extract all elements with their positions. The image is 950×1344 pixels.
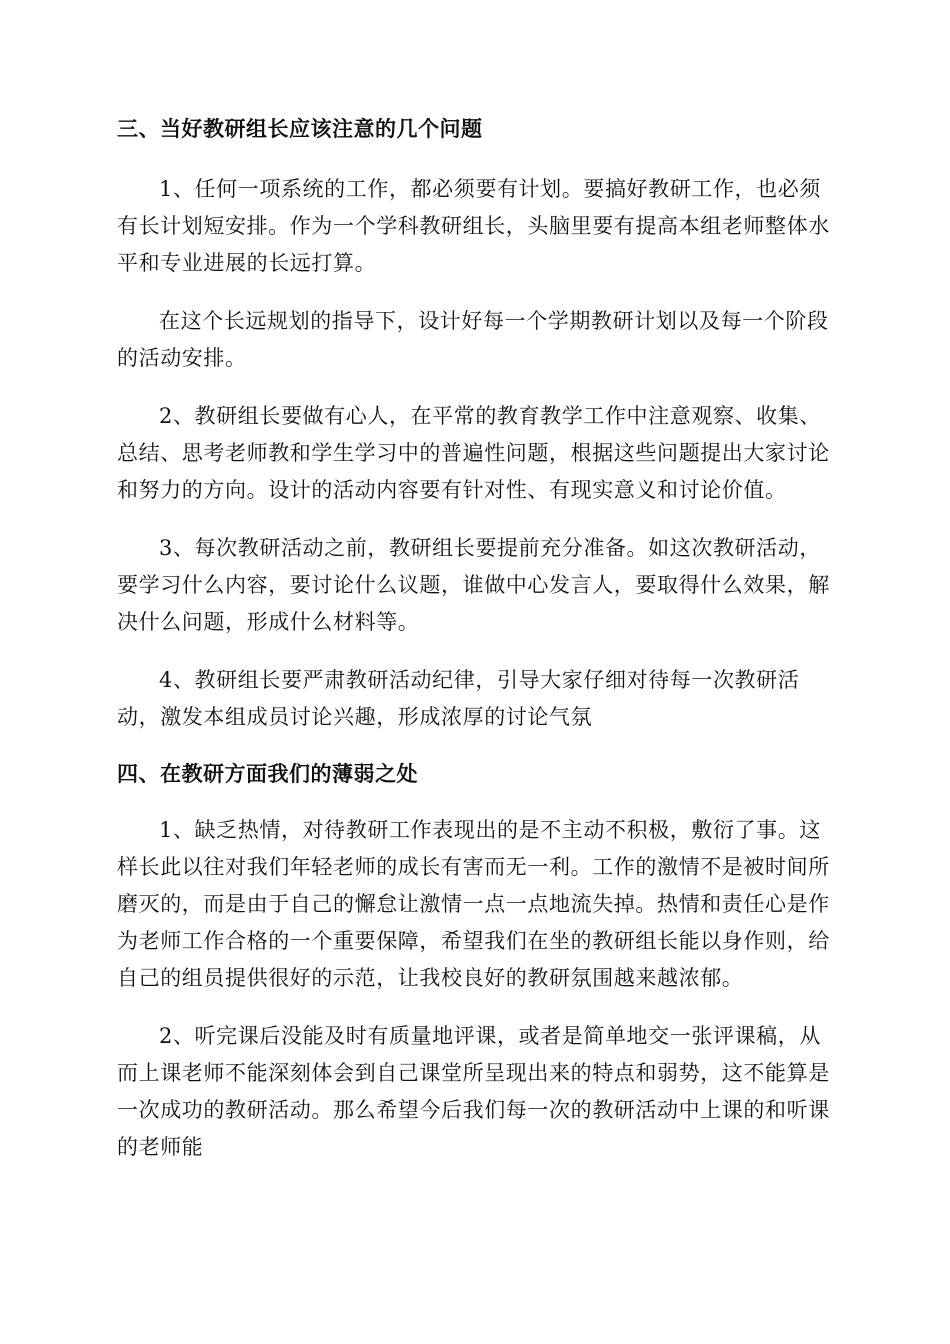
document-body bbox=[117, 110, 835, 1166]
section-four-heading: 四、在教研方面我们的薄弱之处 bbox=[117, 761, 418, 786]
paragraph-planning: 1、任何一项系统的工作，都必须要有计划。要搞好教研工作，也必须有长计划短安排。作为一个学科教研组长，头脑里要有提高本组老师整体水平和专业进展的长远打算。 bbox=[117, 177, 830, 275]
paragraph-long-term-guidance: 在这个长远规划的指导下，设计好每一个学期教研计划以及每一个阶段的活动安排。 bbox=[117, 309, 829, 370]
paragraph-lesson-evaluation: 2、听完课后没能及时有质量地评课，或者是简单地交一张评课稿，从而上课老师不能深刻体会到自己课堂所呈现出来的特点和弱势，这不能算是一次成功的教研活动。那么希望今后我们每一次的教研活动中上课的和听课的老师能 bbox=[117, 1024, 830, 1159]
paragraph-attentive-leader: 2、教研组长要做有心人，在平常的教育教学工作中注意观察、收集、总结、思考老师教和学生学习中的普遍性问题，根据这些问题提出大家讨论和努力的方向。设计的活动内容要有针对性、有现实意义和讨论价值。 bbox=[117, 404, 830, 502]
section-three-heading: 三、当好教研组长应该注意的几个问题 bbox=[117, 116, 483, 141]
paragraph-preparation: 3、每次教研活动之前，教研组长要提前充分准备。如这次教研活动，要学习什么内容，要讨论什么议题，谁做中心发言人，要取得什么效果，解决什么问题，形成什么材料等。 bbox=[117, 536, 830, 634]
paragraph-discipline: 4、教研组长要严肃教研活动纪律，引导大家仔细对待每一次教研活动，激发本组成员讨论兴趣，形成浓厚的讨论气氛 bbox=[117, 668, 800, 729]
paragraph-lack-of-enthusiasm: 1、缺乏热情，对待教研工作表现出的是不主动不积极，敷衍了事。这样长此以往对我们年轻老师的成长有害而无一利。工作的激情不是被时间所磨灭的，而是由于自己的懈怠让激情一点一点地流失掉。热情和责任心是作为老师工作合格的一个重要保障，希望我们在坐的教研组长能以身作则，给自己的组员提供很好的示范，让我校良好的教研氛围越来越浓郁。 bbox=[117, 818, 830, 990]
